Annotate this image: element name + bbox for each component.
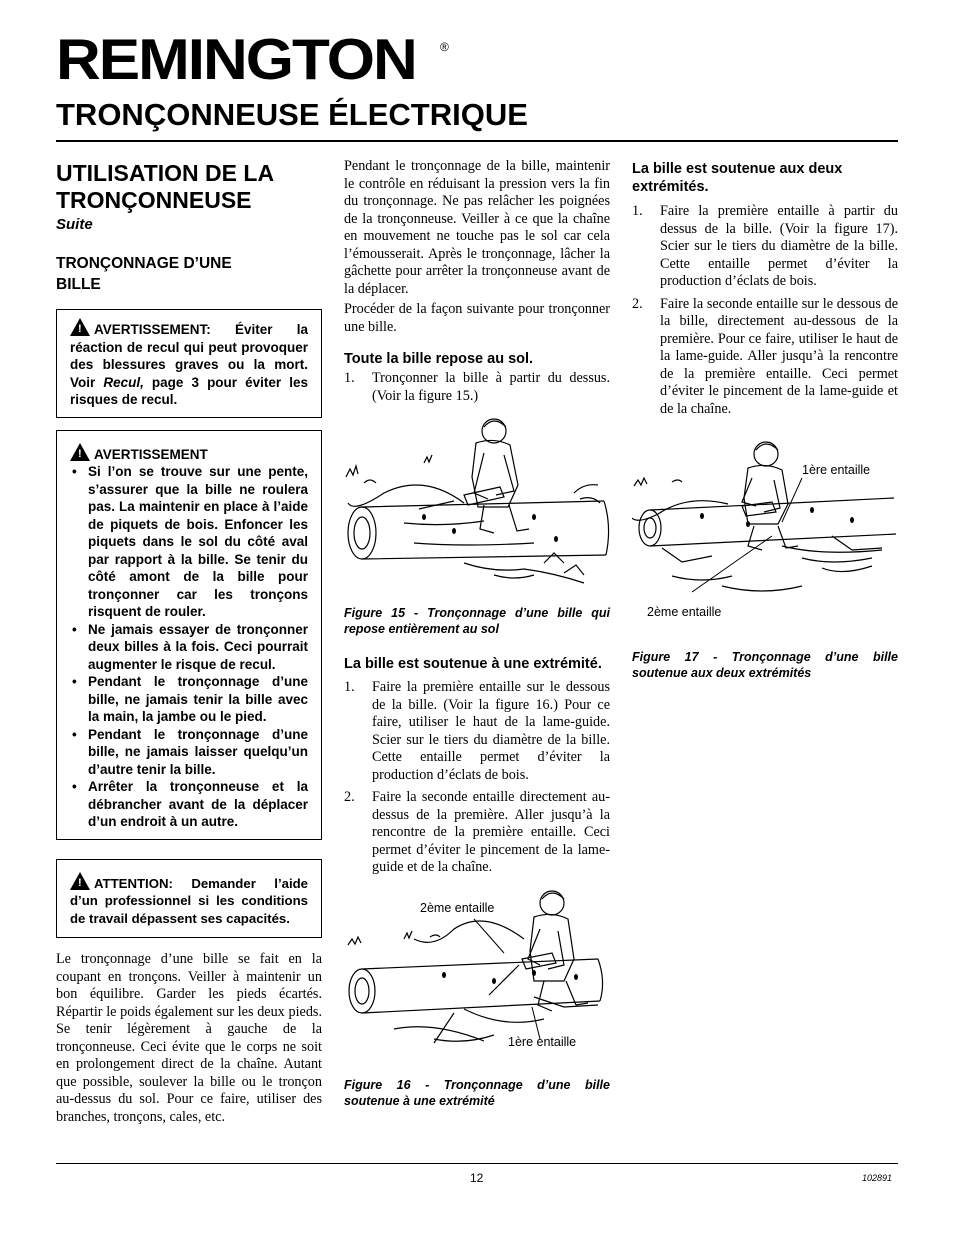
caution-box xyxy=(56,859,322,939)
footer-rule xyxy=(56,1163,898,1164)
warning-box-kickback xyxy=(56,309,322,418)
warning-list-item: • Ne jamais essayer de tronçonner deux billes à la fois. Ceci pourrait augmenter le risque de recul. xyxy=(70,621,308,674)
section-title-line1: UTILISATION DE LA xyxy=(56,160,275,186)
warning-triangle-icon xyxy=(70,318,90,336)
warning-heading xyxy=(70,443,308,464)
heading-log-supported-one-end: La bille est soutenue à une extrémité. xyxy=(344,656,602,672)
warning-label: AVERTISSEMENT xyxy=(94,446,208,462)
step-number: 2. xyxy=(632,295,643,312)
section-title-line2: TRONÇONNEUSE xyxy=(56,187,252,213)
figure-15 xyxy=(344,413,610,603)
steps-log-on-ground xyxy=(344,370,610,405)
figure-16-label-first-cut: 1ère entaille xyxy=(508,1034,577,1049)
document-code: 102891 xyxy=(862,1173,893,1183)
figure-17-label-first-cut: 1ère entaille xyxy=(802,463,871,477)
section-subtitle: Suite xyxy=(56,216,93,233)
step-number: 1. xyxy=(344,679,355,695)
heading-log-supported-both-ends: La bille est soutenue aux deux extrémités. xyxy=(632,161,843,195)
figure-17 xyxy=(632,436,898,641)
step-item xyxy=(344,789,610,877)
subsection-title-line1: TRONÇONNAGE D’UNE xyxy=(56,255,232,272)
warning-text: Éviter la réaction de recul qui peut provoquer des blessures graves ou la mort. Voir xyxy=(70,322,308,390)
step-number: 1. xyxy=(344,370,355,386)
subsection-title-line2: BILLE xyxy=(56,276,101,293)
steps-log-supported-both-ends xyxy=(632,203,898,418)
step-text: Faire la première entaille sur le dessous de la bille. (Voir la figure 16.) Pour ce faire, utiliser le haut de la lame-guide. Scier sur le tiers du diamètre de la bille. Cette entaille permet d’éviter la production d’éclats de bois. xyxy=(372,679,610,783)
column-middle xyxy=(344,158,610,1109)
step-item xyxy=(344,370,610,405)
caution-text: Demander l’aide d’un professionnel si les conditions de travail dépassent ses capacités. xyxy=(70,875,308,926)
registered-mark: ® xyxy=(440,40,449,54)
figure-17-caption: Figure 17 - Tronçonnage d’une bille soutenue aux deux extrémités xyxy=(632,650,898,680)
warning-list xyxy=(70,463,308,831)
brand-logo: REMINGTON xyxy=(56,28,416,92)
control-paragraph: Pendant le tronçonnage de la bille, maintenir le contrôle en réduisant la pression vers la fin du tronçonnage. Ne pas relâcher les poignées de la tronçonneuse. Veiller à ce que la chaîne en mouvement ne touche pas le sol car cela l’émousserait. Après le tronçonnage, lâcher la gâchette pour arrêter la tronçonneuse avant de la déplacer. xyxy=(344,158,610,297)
step-item xyxy=(632,296,898,419)
figure-16 xyxy=(344,889,610,1073)
step-number: 1. xyxy=(632,203,643,219)
step-text: Faire la seconde entaille sur le dessous de la bille, directement au-dessous de la première. Pour ce faire, utiliser le haut de la lame-guide. Aller jusqu’à la rencontre de la première entaille. Ceci permet d’éviter le pincement de la lame-guide et de la chaîne. xyxy=(660,295,898,417)
header-rule xyxy=(56,140,898,142)
warning-list-item: • Pendant le tronçonnage d’une bille, ne jamais laisser quelqu’un d’autre tenir la bille. xyxy=(70,726,308,779)
warning-label: AVERTISSEMENT: xyxy=(94,322,211,337)
page-number: 12 xyxy=(470,1171,484,1185)
step-text: Faire la seconde entaille directement au-dessus de la première. Aller jusqu’à la rencontre de la première entaille. Ceci permet d’éviter le pincement de la lame-guide et de la chaîne. xyxy=(372,789,610,875)
warning-list-item: • Pendant le tronçonnage d’une bille, ne jamais tenir la bille avec la main, la jambe ou le pied. xyxy=(70,673,308,726)
caution-label: ATTENTION: xyxy=(94,875,173,891)
step-text: Tronçonner la bille à partir du dessus. (Voir la figure 15.) xyxy=(372,370,610,404)
figure-17-label-second-cut: 2ème entaille xyxy=(647,605,722,619)
warning-text-end: page 3 pour éviter les risques de recul. xyxy=(70,374,308,407)
steps-log-supported-one-end xyxy=(344,679,610,877)
procedure-paragraph: Procéder de la façon suivante pour tronçonner une bille. xyxy=(344,301,610,335)
warning-list-item: • Arrêter la tronçonneuse et la débrancher avant de la déplacer d’un endroit à un autre. xyxy=(70,778,308,831)
heading-log-on-ground: Toute la bille repose au sol. xyxy=(344,351,534,367)
figure-15-illustration xyxy=(344,413,610,603)
subsection-title xyxy=(56,253,322,295)
warning-triangle-icon xyxy=(70,872,90,890)
figure-16-caption: Figure 16 - Tronçonnage d’une bille soutenue à une extrémité xyxy=(344,1077,610,1108)
step-text: Faire la première entaille à partir du dessus de la bille. (Voir la figure 17). Scier sur le tiers du diamètre de la bille. Cette entaille permet d’éviter la production d’éclats de bois. xyxy=(660,203,898,289)
bucking-intro-paragraph: Le tronçonnage d’une bille se fait en la coupant en tronçons. Veiller à maintenir un bon équilibre. Garder les pieds écartés. Répartir le poids également sur les deux pieds. Se tenir légèrement à gauche de la tronçonneuse. Ceci évite que le corps ne soit en prolongement direct de la chaîne. Autant que possible, soulever la bille ou le tronçon au-dessus du sol. Pour ce faire, utiliser des branches, tronçons, cales, etc. xyxy=(56,951,322,1125)
warning-box-list xyxy=(56,430,322,840)
column-right xyxy=(632,158,898,681)
document-title: TRONÇONNEUSE ÉLECTRIQUE xyxy=(56,97,528,132)
warning-reference: Recul, xyxy=(103,374,144,390)
step-number: 2. xyxy=(344,789,355,805)
figure-15-caption: Figure 15 - Tronçonnage d’une bille qui repose entièrement au sol xyxy=(344,606,610,636)
section-title xyxy=(56,160,322,214)
column-left xyxy=(56,158,322,1126)
warning-triangle-icon xyxy=(70,443,90,461)
step-item xyxy=(632,203,898,291)
figure-16-label-second-cut: 2ème entaille xyxy=(420,900,495,915)
warning-list-item: • Si l’on se trouve sur une pente, s’assurer que la bille ne roulera pas. La maintenir en place à l’aide de piquets de bois. Enfoncer les piquets dans le sol du côté aval par rapport à la bille. Se tenir du côté amont de la bille pour tronçonner car les tronçons risquent de rouler. xyxy=(70,463,308,621)
step-item xyxy=(344,679,610,784)
